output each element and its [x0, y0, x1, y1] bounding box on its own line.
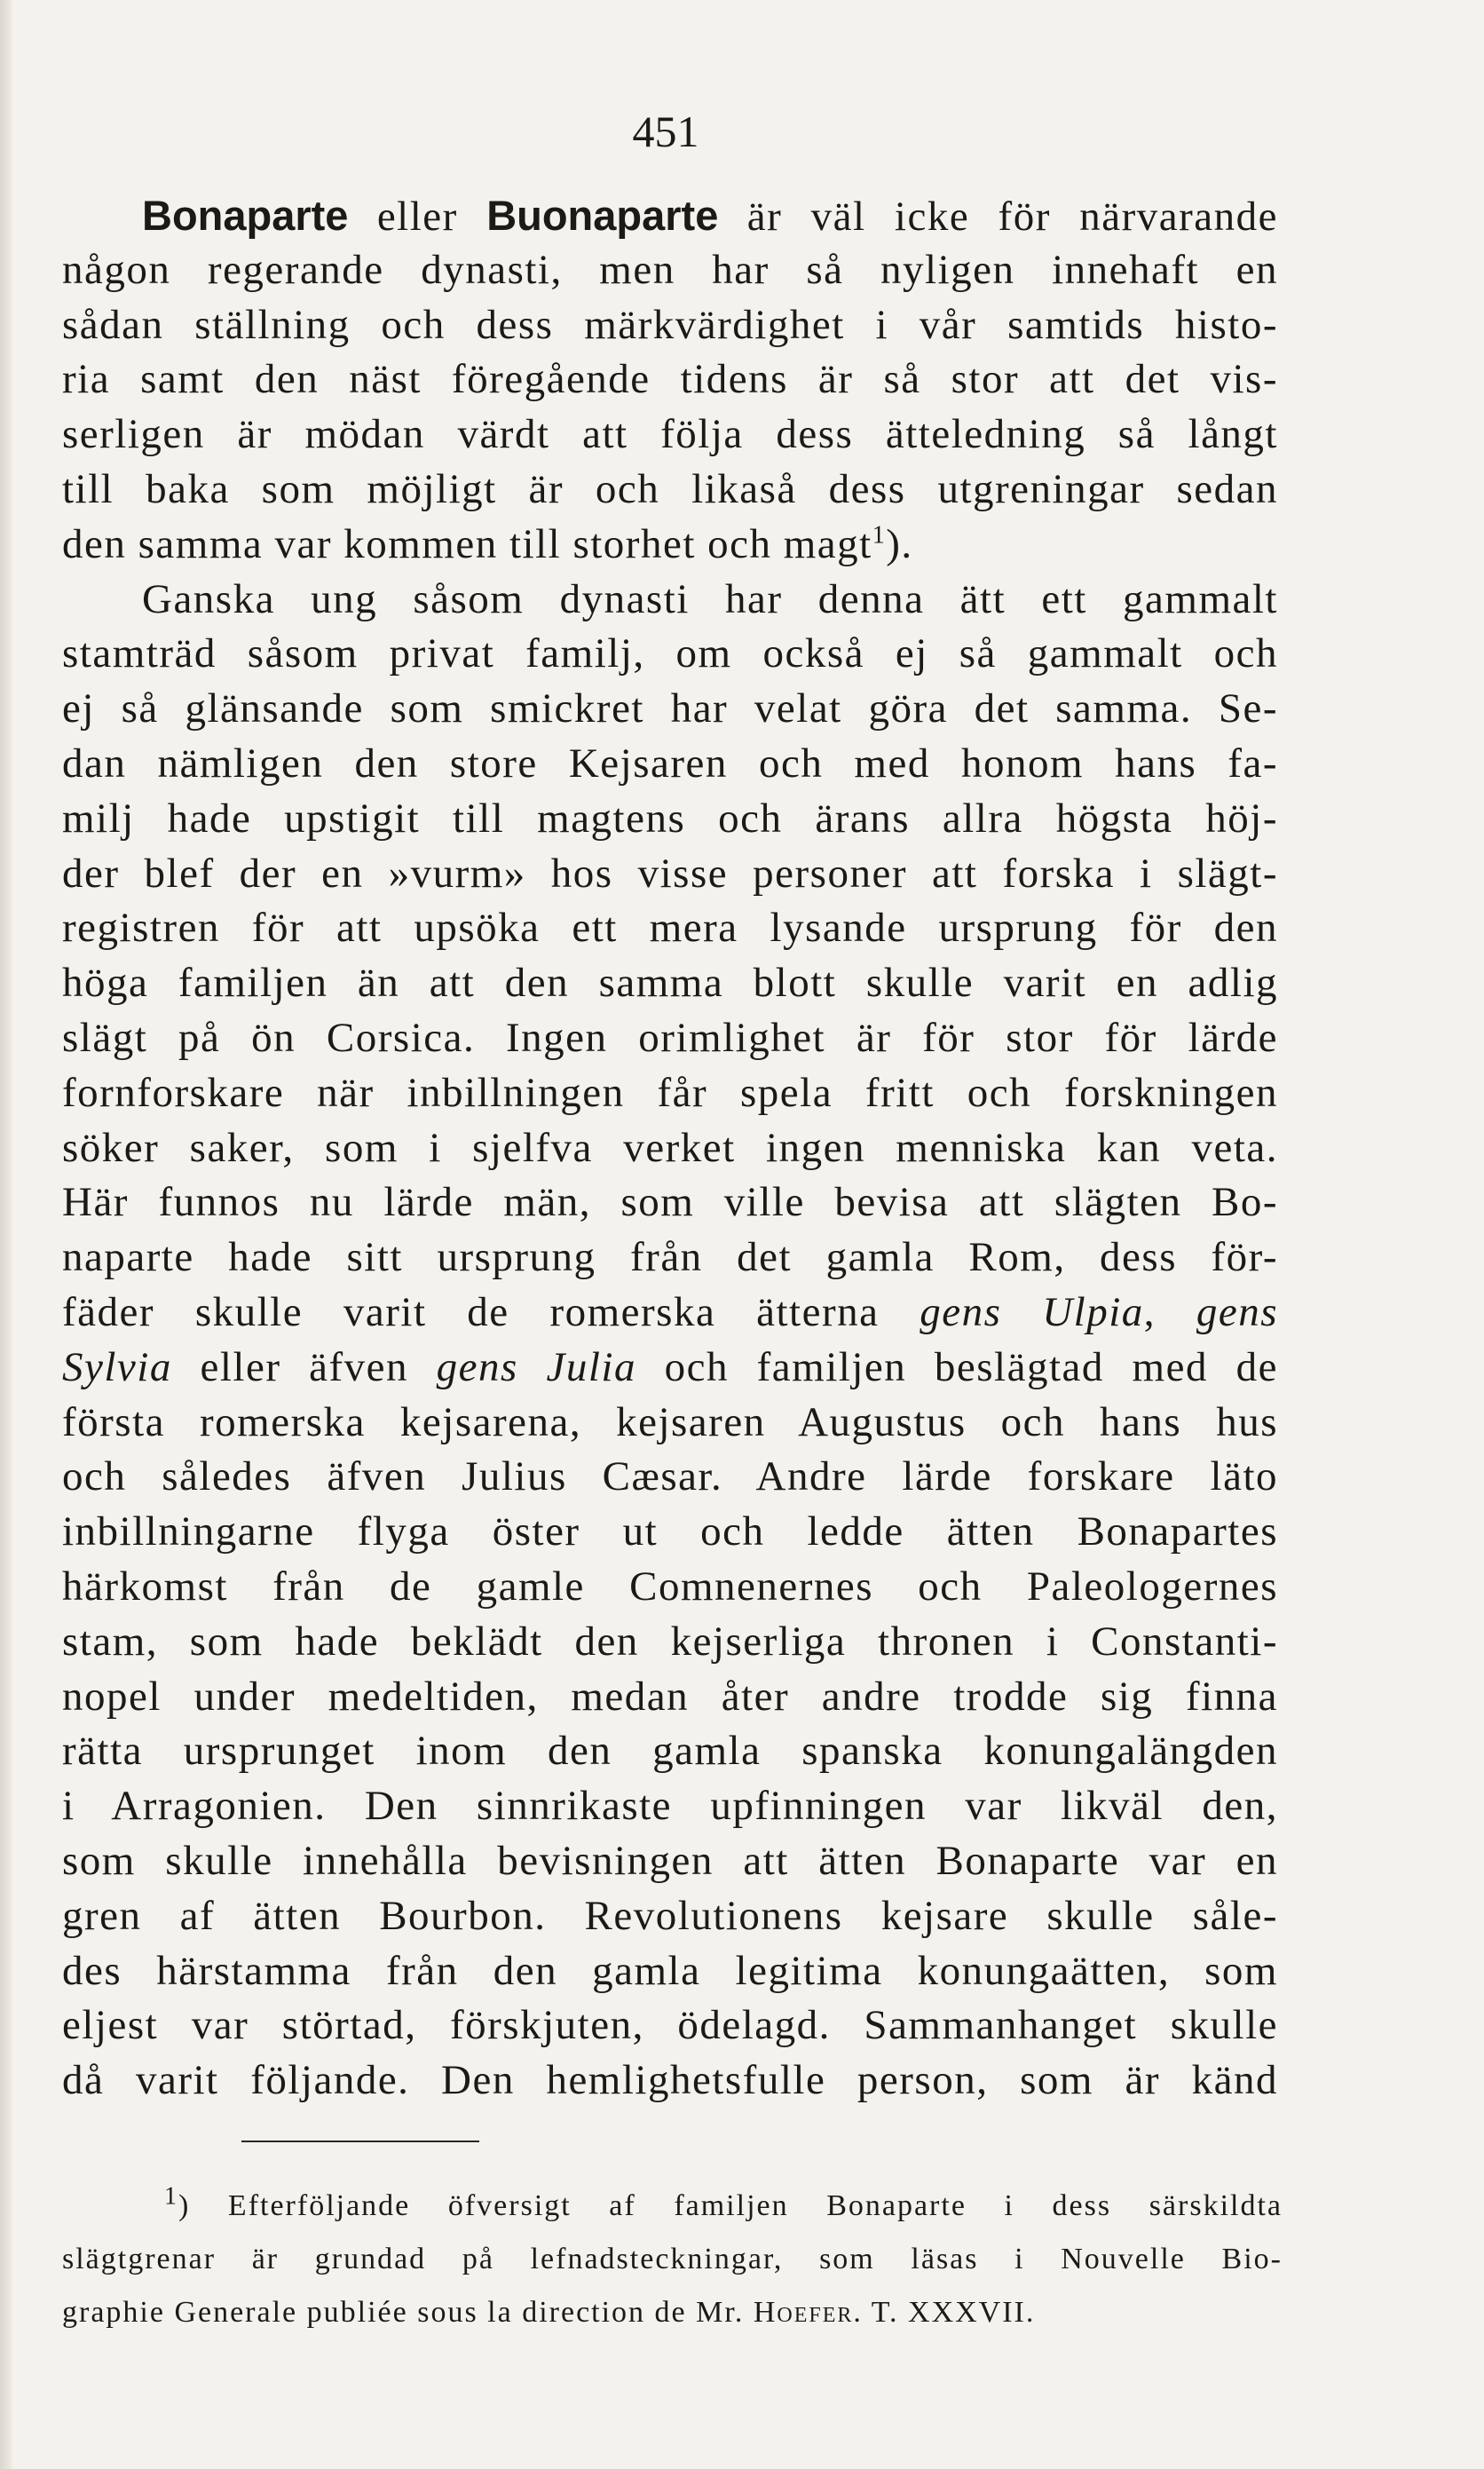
text-line: den samma var kommen till storhet och magt$^1$). — [62, 520, 913, 567]
text-line: Här funnos nu lärde män, som ville bevisa att slägten Bo- — [62, 1179, 1278, 1226]
text-line: som skulle innehålla bevisningen att ätten Bonaparte var en — [62, 1837, 1278, 1884]
footnote-line: slägtgrenar är grundad på lefnadsteckningar, som läsas i Nouvelle Bio- — [62, 2243, 1283, 2275]
author-name: Hoefer — [753, 2296, 854, 2329]
footnote-line: $^1$) Efterföljande öfversigt af familjen Bonaparte i dess särskildta — [164, 2182, 1283, 2222]
text-line: stamträd såsom privat familj, om också ej så gammalt och — [62, 630, 1278, 677]
text-line: dan nämligen den store Kejsaren och med honom hans fa- — [62, 740, 1278, 787]
text-line: då varit följande. Den hemlighetsfulle person, som är känd — [62, 2057, 1278, 2104]
footnote-marker: 1 — [164, 2182, 178, 2211]
text-line: härkomst från de gamle Comnenernes och Paleologernes — [62, 1563, 1278, 1610]
latin-gens-ulpia: gens Ulpia — [920, 1288, 1144, 1335]
text-line: någon regerande dynasti, men har så nyligen innehaft en — [62, 246, 1278, 293]
footnote-reference: 1 — [872, 521, 887, 550]
text-line: registren för att upsöka ett mera lysande ursprung för den — [62, 905, 1278, 952]
name-bonaparte: Bonaparte — [142, 192, 349, 239]
text-line: ej så glänsande som smickret har velat göra det samma. Se- — [62, 685, 1278, 732]
text-line: sådan ställning och dess märkvärdighet i vår samtids histo- — [62, 301, 1278, 348]
text-line: slägt på ön Corsica. Ingen orimlighet är för stor för lärde — [62, 1014, 1278, 1061]
footnote — [62, 2180, 1283, 2339]
latin-gens: gens — [1196, 1288, 1278, 1335]
text-line: stam, som hade beklädt den kejserliga thronen i Constanti- — [62, 1618, 1278, 1665]
text-line: och således äfven Julius Cæsar. Andre lärde forskare läto — [62, 1453, 1278, 1500]
text-line: rätta ursprunget inom den gamla spanska konungalängden — [62, 1728, 1278, 1775]
text-line: Sylvia eller äfven gens Julia och familjen beslägtad med de — [62, 1343, 1278, 1390]
name-buonaparte: Buonaparte — [486, 192, 719, 239]
text-line: des härstamma från den gamla legitima konungaätten, som — [62, 1947, 1278, 1994]
text-line: höga familjen än att den samma blott skulle varit en adlig — [62, 960, 1278, 1007]
text-line: fäder skulle varit de romerska ätterna gens Ulpia, gens — [62, 1288, 1278, 1335]
text-line: eljest var störtad, förskjuten, ödelagd. Sammanhanget skulle — [62, 2002, 1278, 2049]
text-line: der blef der en »vurm» hos visse personer att forska i slägt- — [62, 850, 1278, 897]
text-line: naparte hade sitt ursprung från det gamla Rom, dess för- — [62, 1234, 1278, 1281]
text-line: milj hade upstigit till magtens och ärans allra högsta höj- — [62, 795, 1278, 842]
footnote-divider — [241, 2141, 479, 2142]
text-line: i Arragonien. Den sinnrikaste upfinningen var likväl den, — [62, 1783, 1278, 1830]
page-number: 451 — [632, 107, 699, 156]
text-line: fornforskare när inbillningen får spela fritt och forskningen — [62, 1069, 1278, 1116]
text-line: söker saker, som i sjelfva verket ingen menniska kan veta. — [62, 1124, 1278, 1171]
text-line: nopel under medeltiden, medan åter andre trodde sig finna — [62, 1673, 1278, 1720]
text-line: till baka som möjligt är och likaså dess utgreningar sedan — [62, 465, 1278, 512]
text-line: Bonaparte eller Buonaparte är väl icke för närvarande — [142, 192, 1278, 240]
footnote-line: graphie Generale publiée sous la direction de Mr. Hoefer. T. XXXVII. — [62, 2296, 1036, 2329]
body-text — [62, 188, 1278, 2109]
text-line: Ganska ung såsom dynasti har denna ätt ett gammalt — [142, 575, 1278, 622]
text-line: ria samt den näst föregående tidens är så stor att det vis- — [62, 356, 1278, 403]
text-line: inbillningarne flyga öster ut och ledde ätten Bonapartes — [62, 1508, 1278, 1555]
text-line: serligen är mödan värdt att följa dess ätteledning så långt — [62, 411, 1278, 458]
latin-gens-julia: gens Julia — [436, 1343, 636, 1390]
latin-sylvia: Sylvia — [62, 1343, 172, 1390]
text-line: gren af ätten Bourbon. Revolutionens kejsare skulle såle- — [62, 1892, 1278, 1939]
text-line: första romerska kejsarena, kejsaren Augustus och hans hus — [62, 1398, 1278, 1445]
page-edge — [0, 0, 12, 2469]
